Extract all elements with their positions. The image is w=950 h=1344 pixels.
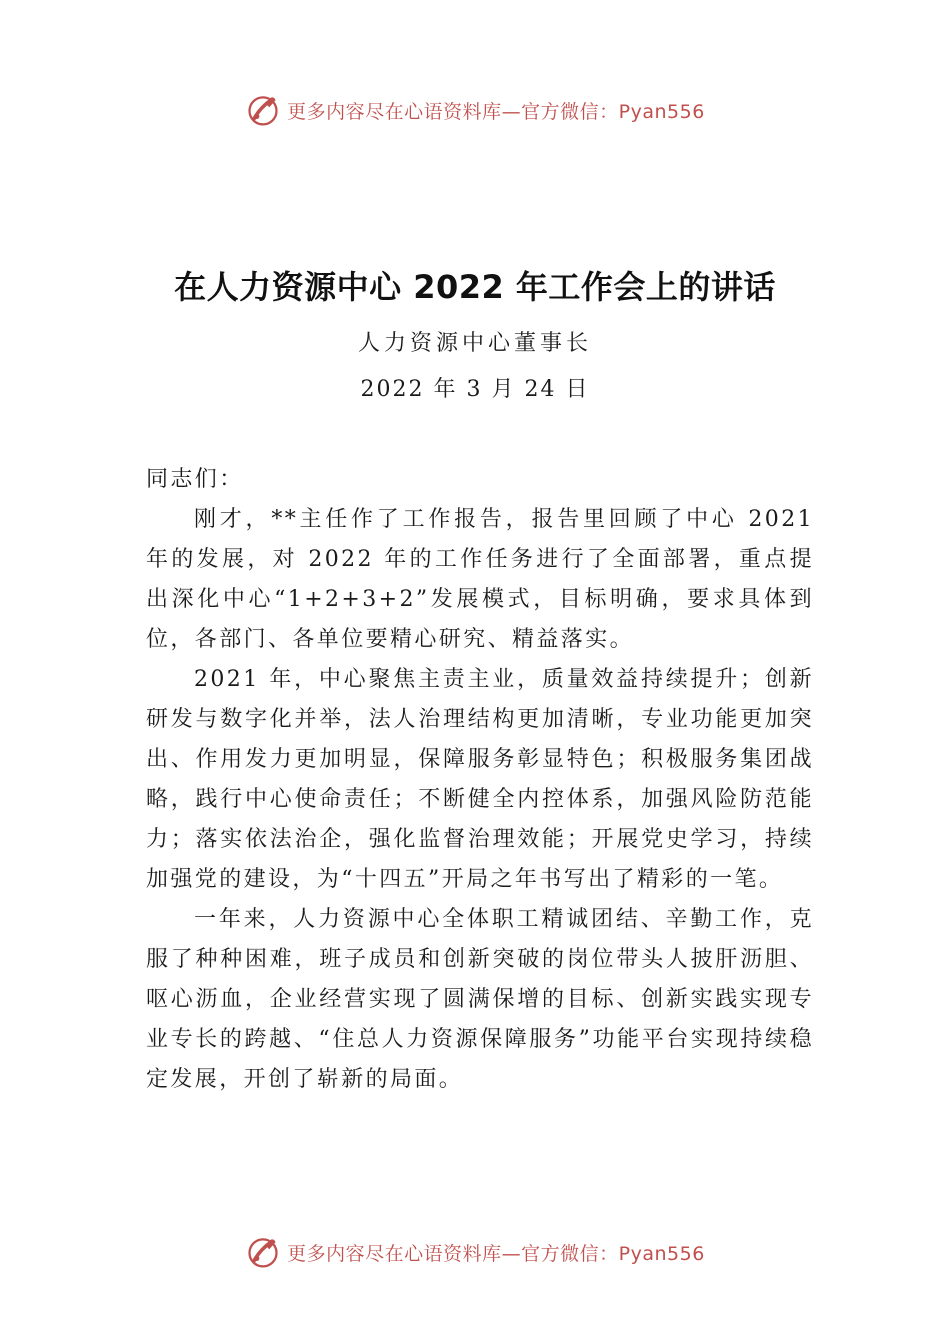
paragraph: 一年来，人力资源中心全体职工精诚团结、辛勤工作，克服了种种困难，班子成员和创新突破的岗位带头人披肝沥胆、呕心沥血，企业经营实现了圆满保增的目标、创新实践实现专业专长的跨越、“住总人力资源保障服务”功能平台实现持续稳定发展，开创了崭新的局面。 xyxy=(146,907,814,1092)
document-title: 在人力资源中心 2022 年工作会上的讲话 xyxy=(174,268,776,306)
brush-logo-icon xyxy=(245,1234,281,1270)
paragraph: 2021 年，中心聚焦主责主业，质量效益持续提升；创新研发与数字化并举，法人治理结构更加清晰，专业功能更加突出、作用发力更加明显，保障服务彰显特色；积极服务集团战略，践行中心使命责任；不断健全内控体系，加强风险防范能力；落实依法治企，强化监督治理效能；开展党史学习，持续加强党的建设，为“十四五”开局之年书写出了精彩的一笔。 xyxy=(146,667,814,892)
watermark-text: 更多内容尽在心语资料库—官方微信：Pyan556 xyxy=(287,1242,705,1265)
paragraph: 刚才，**主任作了工作报告，报告里回顾了中心 2021 年的发展，对 2022 年的工作任务进行了全面部署，重点提出深化中心“1+2+3+2”发展模式，目标明确，要求具体到位，各部门、各单位要精心研究、精益落实。 xyxy=(146,507,814,652)
document-body xyxy=(146,460,814,1100)
watermark-text: 更多内容尽在心语资料库—官方微信：Pyan556 xyxy=(287,100,705,123)
header-watermark xyxy=(0,92,950,128)
brush-logo-icon xyxy=(245,92,281,128)
footer-watermark xyxy=(0,1234,950,1270)
document-date: 2022 年 3 月 24 日 xyxy=(360,377,590,402)
document-author: 人力资源中心董事长 xyxy=(357,331,592,356)
salutation: 同志们： xyxy=(146,467,244,492)
